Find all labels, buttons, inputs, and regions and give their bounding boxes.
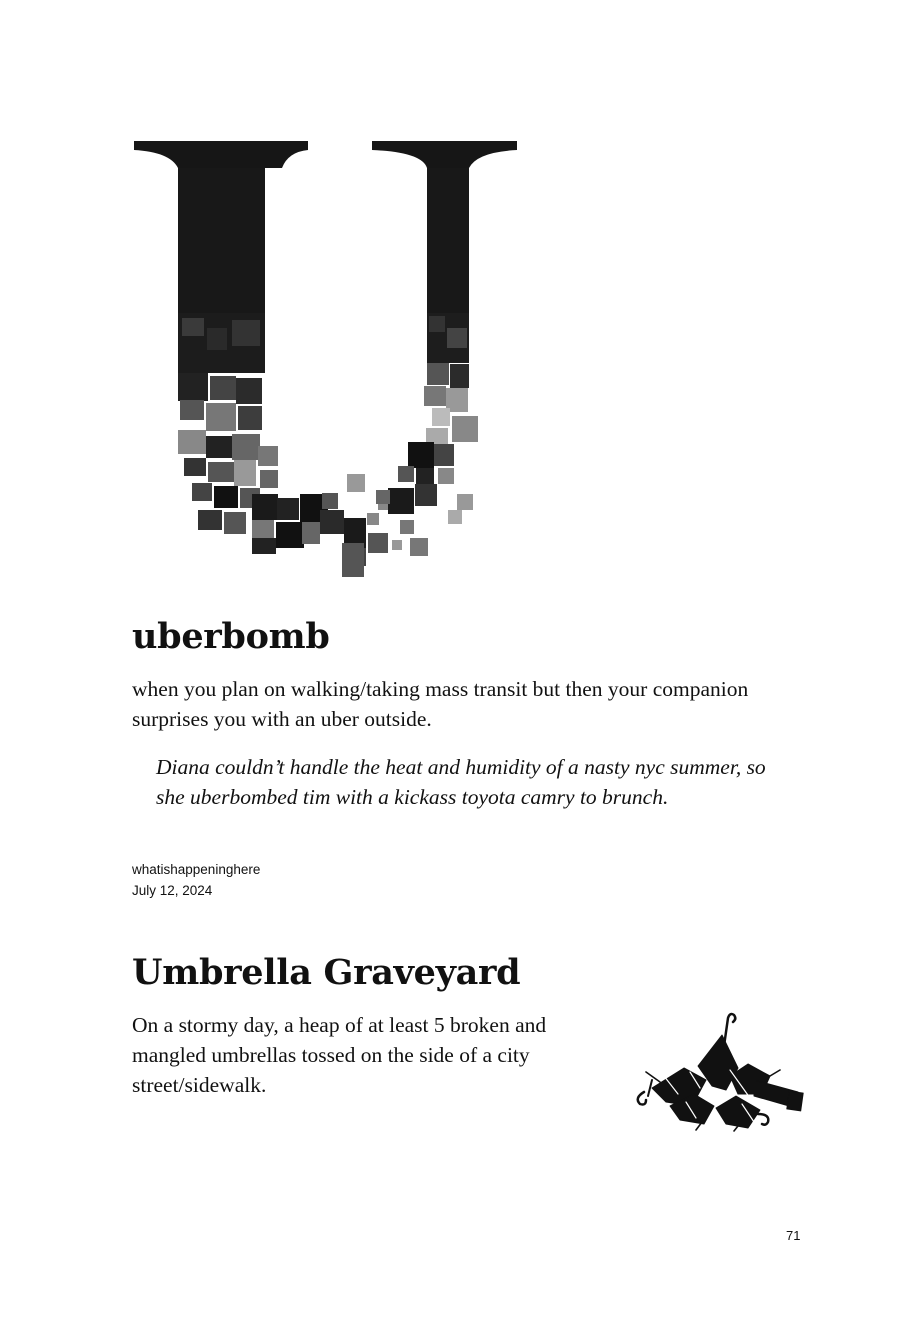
pixel-blocks	[178, 313, 428, 566]
entry-example: Diana couldn’t handle the heat and humidity of a nasty nyc summer, so she uberbombed tim with a kickass toyota camry to brunch.	[156, 755, 766, 809]
entry-definition: On a stormy day, a heap of at least 5 broken and mangled umbrellas tossed on the side of a city street/sidewalk.	[132, 1013, 547, 1097]
entry-term: Umbrella Graveyard	[132, 952, 521, 993]
entry-author[interactable]: whatishappeninghere	[132, 862, 261, 877]
pixelated-letter-u	[132, 138, 522, 583]
entry-definition: when you plan on walking/taking mass transit but then your companion surprises you with an uber outside.	[132, 677, 749, 731]
broken-umbrella-pile-icon	[630, 1010, 806, 1132]
page-number: 71	[786, 1228, 801, 1243]
entry-date: July 12, 2024	[132, 883, 213, 898]
entry-term: uberbomb	[132, 616, 330, 657]
